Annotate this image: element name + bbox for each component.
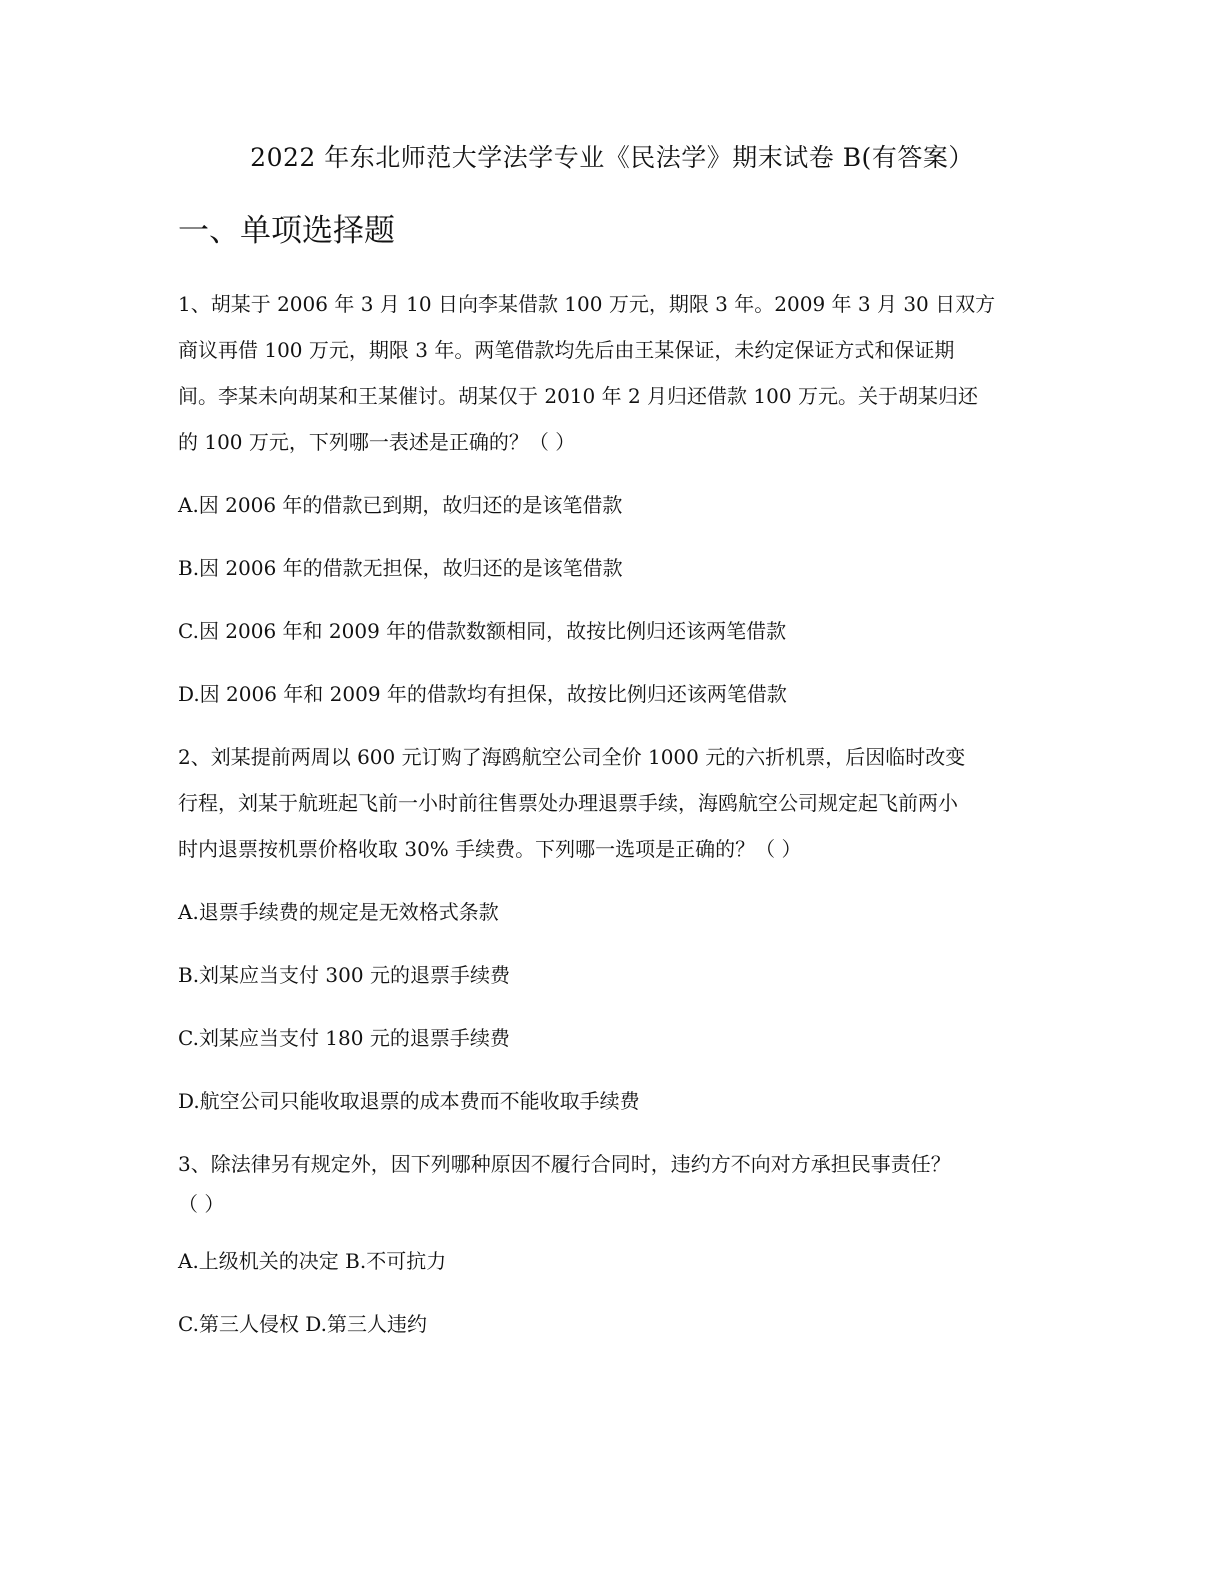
question-2-line-1: 2、刘某提前两周以 600 元订购了海鸥航空公司全价 1000 元的六折机票，后因临时改变 (178, 745, 966, 769)
question-3-line-2: （ ） (178, 1192, 225, 1216)
question-1-line-4: 的 100 万元，下列哪一表述是正确的？（ ） (178, 430, 576, 454)
question-2-option-a: A.退票手续费的规定是无效格式条款 (178, 900, 499, 924)
question-3 (178, 1141, 1038, 1221)
question-1-line-1: 1、胡某于 2006 年 3 月 10 日向李某借款 100 万元，期限 3 年。2009 年 3 月 30 日双方 (178, 292, 996, 316)
question-1-option-d: D.因 2006 年和 2009 年的借款均有担保，故按比例归还该两笔借款 (178, 682, 787, 706)
question-1-line-2: 商议再借 100 万元，期限 3 年。两笔借款均先后由王某保证，未约定保证方式和保证期 (178, 338, 955, 362)
exam-title: 2022 年东北师范大学法学专业《民法学》期末试卷 B(有答案） (250, 143, 974, 172)
question-1-option-a: A.因 2006 年的借款已到期，故归还的是该笔借款 (178, 493, 623, 517)
question-3-option-cd: C.第三人侵权 D.第三人违约 (178, 1312, 427, 1336)
question-2-option-d: D.航空公司只能收取退票的成本费而不能收取手续费 (178, 1089, 640, 1113)
question-2 (178, 734, 1038, 872)
question-3-line-1: 3、除法律另有规定外，因下列哪种原因不履行合同时，违约方不向对方承担民事责任？ (178, 1152, 951, 1176)
question-1 (178, 281, 1038, 465)
questions-content (178, 281, 1038, 1364)
question-2-option-b: B.刘某应当支付 300 元的退票手续费 (178, 963, 510, 987)
question-1-option-c: C.因 2006 年和 2009 年的借款数额相同，故按比例归还该两笔借款 (178, 619, 787, 643)
question-1-line-3: 间。李某未向胡某和王某催讨。胡某仅于 2010 年 2 月归还借款 100 万元。关于胡某归还 (178, 384, 978, 408)
question-2-line-3: 时内退票按机票价格收取 30% 手续费。下列哪一选项是正确的？（ ） (178, 837, 802, 861)
question-2-line-2: 行程，刘某于航班起飞前一小时前往售票处办理退票手续，海鸥航空公司规定起飞前两小 (178, 791, 958, 815)
question-2-option-c: C.刘某应当支付 180 元的退票手续费 (178, 1026, 510, 1050)
question-3-option-ab: A.上级机关的决定 B.不可抗力 (178, 1249, 447, 1273)
section-heading: 一、单项选择题 (178, 213, 395, 249)
question-1-option-b: B.因 2006 年的借款无担保，故归还的是该笔借款 (178, 556, 623, 580)
